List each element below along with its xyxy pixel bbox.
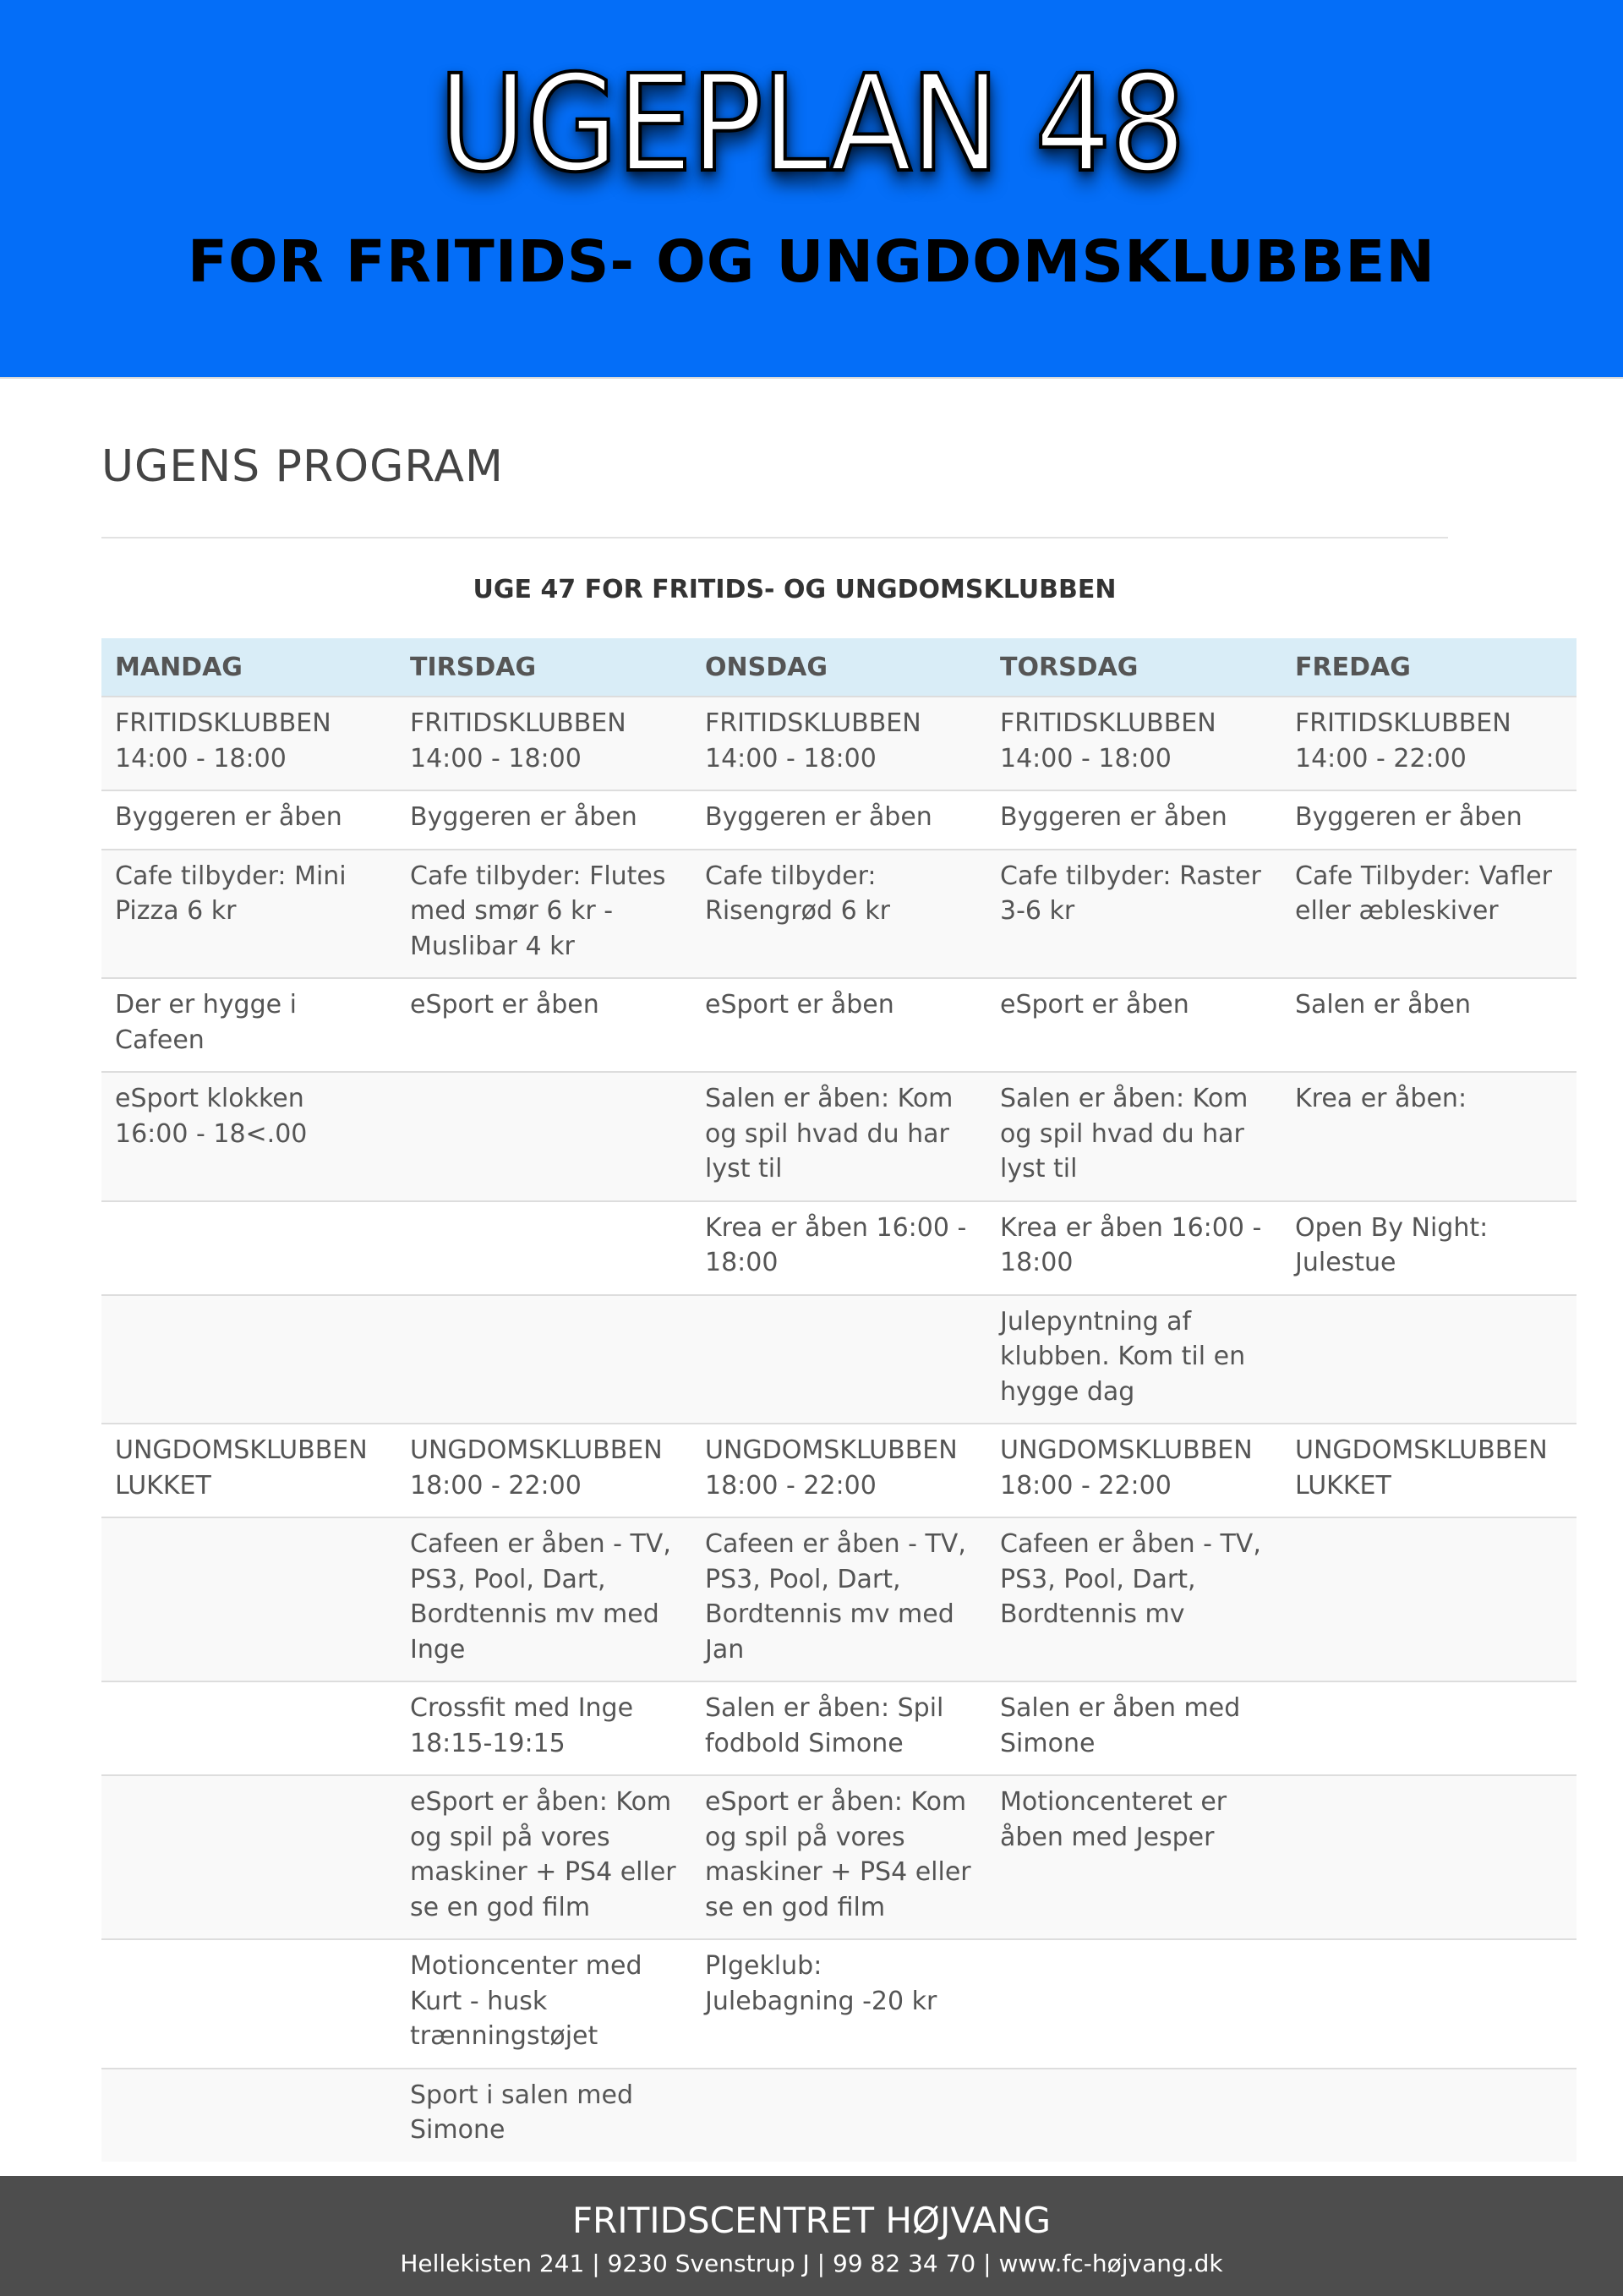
schedule-cell-mandag <box>101 1201 396 1295</box>
table-row <box>101 1775 1577 1939</box>
schedule-cell-tirsdag: Motioncenter med Kurt - husk trænningstøjet <box>396 1939 691 2069</box>
footer-organization-name: FRITIDSCENTRET HØJVANG <box>571 2200 1052 2241</box>
schedule-cell-mandag <box>101 1295 396 1424</box>
schedule-cell-onsdag <box>691 2069 986 2162</box>
page-title: UGEPLAN 48 <box>438 46 1185 202</box>
schedule-cell-fredag <box>1281 1295 1577 1424</box>
footer <box>0 2176 1623 2296</box>
schedule-cell-onsdag <box>691 1295 986 1424</box>
schedule-cell-tirsdag: Cafeen er åben - TV, PS3, Pool, Dart, Bordtennis mv med Inge <box>396 1517 691 1681</box>
schedule-cell-torsdag: UNGDOMSKLUBBEN 18:00 - 22:00 <box>986 1424 1281 1517</box>
column-header-onsdag: ONSDAG <box>691 638 986 697</box>
table-row <box>101 2069 1577 2162</box>
section-divider <box>101 537 1448 538</box>
section-title: UGENS PROGRAM <box>101 441 504 492</box>
schedule-cell-tirsdag: Sport i salen med Simone <box>396 2069 691 2162</box>
schedule-cell-tirsdag <box>396 1201 691 1295</box>
schedule-cell-mandag: UNGDOMSKLUBBEN LUKKET <box>101 1424 396 1517</box>
schedule-cell-onsdag: Cafeen er åben - TV, PS3, Pool, Dart, Bordtennis mv med Jan <box>691 1517 986 1681</box>
schedule-cell-onsdag: UNGDOMSKLUBBEN 18:00 - 22:00 <box>691 1424 986 1517</box>
schedule-cell-onsdag: Salen er åben: Spil fodbold Simone <box>691 1681 986 1775</box>
schedule-cell-mandag: FRITIDSKLUBBEN 14:00 - 18:00 <box>101 697 396 790</box>
table-row <box>101 1517 1577 1681</box>
schedule-cell-torsdag: Salen er åben: Kom og spil hvad du har lyst til <box>986 1072 1281 1201</box>
schedule-cell-onsdag: PIgeklub: Julebagning -20 kr <box>691 1939 986 2069</box>
schedule-cell-tirsdag: Byggeren er åben <box>396 790 691 850</box>
schedule-cell-mandag: Byggeren er åben <box>101 790 396 850</box>
table-row <box>101 697 1577 790</box>
schedule-cell-tirsdag <box>396 1295 691 1424</box>
table-header-row <box>101 638 1577 697</box>
schedule-cell-torsdag: Cafe tilbyder: Raster 3-6 kr <box>986 850 1281 979</box>
table-body <box>101 697 1577 2162</box>
schedule-cell-tirsdag: FRITIDSKLUBBEN 14:00 - 18:00 <box>396 697 691 790</box>
schedule-cell-fredag: Krea er åben: <box>1281 1072 1577 1201</box>
table-row <box>101 850 1577 979</box>
schedule-cell-fredag: FRITIDSKLUBBEN 14:00 - 22:00 <box>1281 697 1577 790</box>
table-caption: UGE 47 FOR FRITIDS- OG UNGDOMSKLUBBEN <box>473 575 1117 604</box>
footer-contact-info: Hellekisten 241 | 9230 Svenstrup J | 99 82 34 70 | www.fc-højvang.dk <box>400 2250 1223 2277</box>
schedule-cell-onsdag: Krea er åben 16:00 - 18:00 <box>691 1201 986 1295</box>
schedule-cell-mandag <box>101 1517 396 1681</box>
schedule-cell-torsdag: Krea er åben 16:00 - 18:00 <box>986 1201 1281 1295</box>
schedule-cell-mandag <box>101 2069 396 2162</box>
schedule-cell-mandag: eSport klokken 16:00 - 18<.00 <box>101 1072 396 1201</box>
schedule-cell-onsdag: Salen er åben: Kom og spil hvad du har lyst til <box>691 1072 986 1201</box>
table-row <box>101 1939 1577 2069</box>
schedule-cell-fredag: Cafe Tilbyder: Vafler eller æbleskiver <box>1281 850 1577 979</box>
schedule-cell-torsdag: FRITIDSKLUBBEN 14:00 - 18:00 <box>986 697 1281 790</box>
page-subtitle: FOR FRITIDS- OG UNGDOMSKLUBBEN <box>187 228 1436 296</box>
header-banner <box>0 0 1623 379</box>
schedule-cell-torsdag <box>986 1939 1281 2069</box>
table-row <box>101 1295 1577 1424</box>
schedule-cell-mandag <box>101 1775 396 1939</box>
weekly-schedule-table <box>101 638 1577 2162</box>
column-header-fredag: FREDAG <box>1281 638 1577 697</box>
schedule-cell-fredag: Open By Night: Julestue <box>1281 1201 1577 1295</box>
schedule-cell-torsdag: Byggeren er åben <box>986 790 1281 850</box>
table-row <box>101 1201 1577 1295</box>
schedule-cell-fredag <box>1281 1939 1577 2069</box>
schedule-cell-torsdag <box>986 2069 1281 2162</box>
schedule-cell-mandag: Cafe tilbyder: Mini Pizza 6 kr <box>101 850 396 979</box>
schedule-cell-onsdag: FRITIDSKLUBBEN 14:00 - 18:00 <box>691 697 986 790</box>
schedule-cell-fredag: Byggeren er åben <box>1281 790 1577 850</box>
column-header-torsdag: TORSDAG <box>986 638 1281 697</box>
schedule-cell-fredag <box>1281 2069 1577 2162</box>
column-header-mandag: MANDAG <box>101 638 396 697</box>
schedule-cell-torsdag: Cafeen er åben - TV, PS3, Pool, Dart, Bordtennis mv <box>986 1517 1281 1681</box>
schedule-cell-fredag <box>1281 1681 1577 1775</box>
schedule-cell-tirsdag: UNGDOMSKLUBBEN 18:00 - 22:00 <box>396 1424 691 1517</box>
schedule-cell-fredag <box>1281 1517 1577 1681</box>
schedule-cell-tirsdag: Crossfit med Inge 18:15-19:15 <box>396 1681 691 1775</box>
schedule-cell-torsdag: Motioncenteret er åben med Jesper <box>986 1775 1281 1939</box>
schedule-cell-mandag <box>101 1939 396 2069</box>
table-row <box>101 1681 1577 1775</box>
table-row <box>101 1072 1577 1201</box>
table-row <box>101 1424 1577 1517</box>
schedule-cell-torsdag: Salen er åben med Simone <box>986 1681 1281 1775</box>
schedule-cell-onsdag: Byggeren er åben <box>691 790 986 850</box>
schedule-cell-torsdag: Julepyntning af klubben. Kom til en hygge dag <box>986 1295 1281 1424</box>
schedule-cell-onsdag: eSport er åben: Kom og spil på vores maskiner + PS4 eller se en god film <box>691 1775 986 1939</box>
schedule-cell-onsdag: eSport er åben <box>691 978 986 1072</box>
schedule-cell-fredag <box>1281 1775 1577 1939</box>
schedule-cell-mandag <box>101 1681 396 1775</box>
column-header-tirsdag: TIRSDAG <box>396 638 691 697</box>
schedule-cell-tirsdag <box>396 1072 691 1201</box>
schedule-cell-torsdag: eSport er åben <box>986 978 1281 1072</box>
table-row <box>101 978 1577 1072</box>
schedule-cell-tirsdag: Cafe tilbyder: Flutes med smør 6 kr - Muslibar 4 kr <box>396 850 691 979</box>
schedule-cell-mandag: Der er hygge i Cafeen <box>101 978 396 1072</box>
schedule-cell-fredag: Salen er åben <box>1281 978 1577 1072</box>
schedule-cell-fredag: UNGDOMSKLUBBEN LUKKET <box>1281 1424 1577 1517</box>
schedule-cell-onsdag: Cafe tilbyder: Risengrød 6 kr <box>691 850 986 979</box>
schedule-cell-tirsdag: eSport er åben: Kom og spil på vores maskiner + PS4 eller se en god film <box>396 1775 691 1939</box>
schedule-cell-tirsdag: eSport er åben <box>396 978 691 1072</box>
table-row <box>101 790 1577 850</box>
